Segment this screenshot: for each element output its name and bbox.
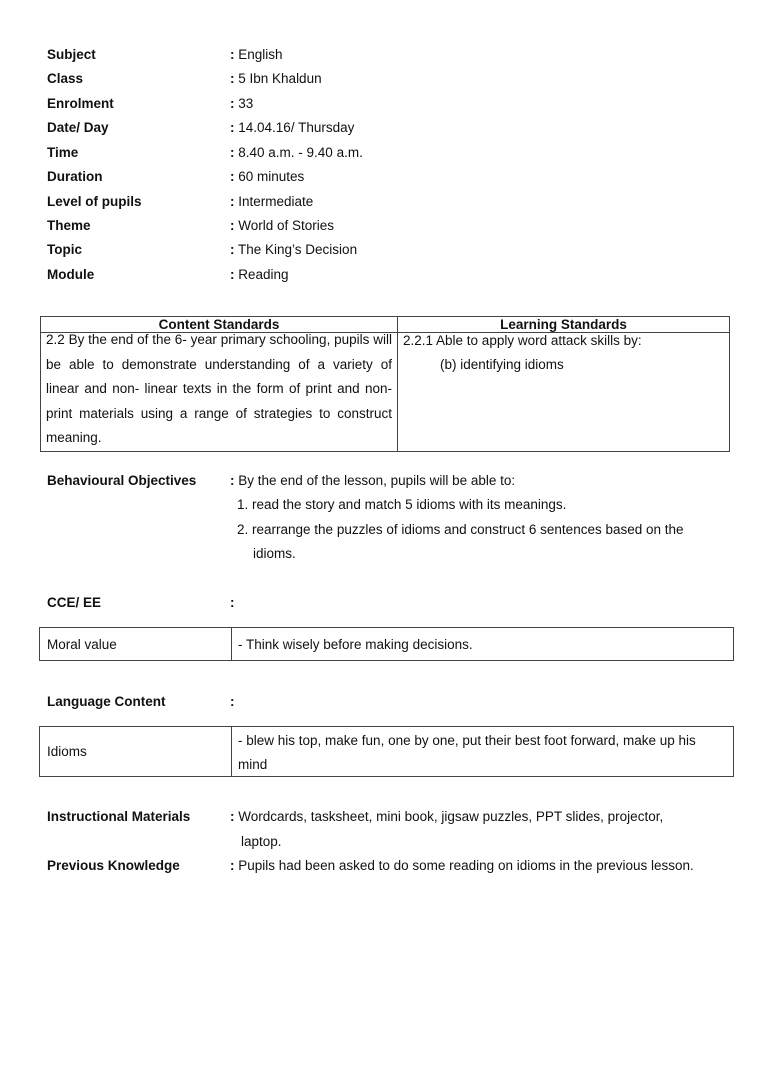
materials-text: : Wordcards, tasksheet, mini book, jigsaw puzzles, PPT slides, projector, [230,809,664,824]
info-label: Theme [47,218,91,233]
idioms-line: - blew his top, make fun, one by one, put their best foot forward, make up his [238,733,696,748]
previous-label: Previous Knowledge [47,858,180,873]
materials-text-cont: laptop. [241,834,282,849]
objective-item: 2. rearrange the puzzles of idioms and construct 6 sentences based on the [237,522,684,537]
cce-label: CCE/ EE [47,595,102,610]
objectives-intro: : By the end of the lesson, pupils will be able to: [230,473,516,488]
moral-value-text: - Think wisely before making decisions. [238,637,473,652]
objective-item-cont: idioms. [253,546,296,561]
content-standards-text: 2.2 By the end of the 6- year primary schooling, pupils will be able to demonstrate understanding of a variety of linear and non- linear texts in the form of print and non-print materials using a range of strategies to construct meaning. [46,332,392,445]
language-label: Language Content [47,694,166,709]
info-label: Module [47,267,95,282]
idioms-line: mind [238,757,268,772]
idioms-box [39,726,734,777]
previous-text: : Pupils had been asked to do some reading on idioms in the previous lesson. [230,858,694,873]
idioms-label: Idioms [47,744,87,759]
info-label: Subject [47,47,96,62]
info-label: Date/ Day [47,120,109,135]
objective-item: 1. read the story and match 5 idioms with its meanings. [237,497,567,512]
info-label: Level of pupils [47,194,142,209]
info-value: 8.40 a.m. - 9.40 a.m. [238,145,363,160]
info-label: Class [47,71,84,86]
info-value: 14.04.16/ Thursday [238,120,355,135]
content-standards-header: Content Standards [41,317,398,333]
learning-standards-cell [398,333,730,452]
learning-standards-main: 2.2.1 Able to apply word attack skills by: [403,333,642,348]
info-value: 33 [238,96,254,111]
info-value: Intermediate [238,194,314,209]
info-label: Time [47,145,79,160]
learning-standards-header: Learning Standards [398,317,730,333]
info-label: Topic [47,242,82,257]
language-colon: : [230,694,235,709]
standards-table [40,316,730,452]
materials-label: Instructional Materials [47,809,191,824]
learning-standards-sub: (b) identifying idioms [440,357,564,372]
moral-value-box [39,627,734,661]
cce-colon: : [230,595,235,610]
info-value: World of Stories [238,218,335,233]
info-value: English [238,47,283,62]
content-standards-cell [41,333,398,452]
info-label: Duration [47,169,103,184]
info-value: The King’s Decision [238,242,358,257]
info-label: Enrolment [47,96,114,111]
info-value: 60 minutes [238,169,305,184]
info-value: 5 Ibn Khaldun [238,71,322,86]
objectives-label: Behavioural Objectives [47,473,197,488]
info-value: Reading [238,267,289,282]
moral-value-label: Moral value [47,637,117,652]
